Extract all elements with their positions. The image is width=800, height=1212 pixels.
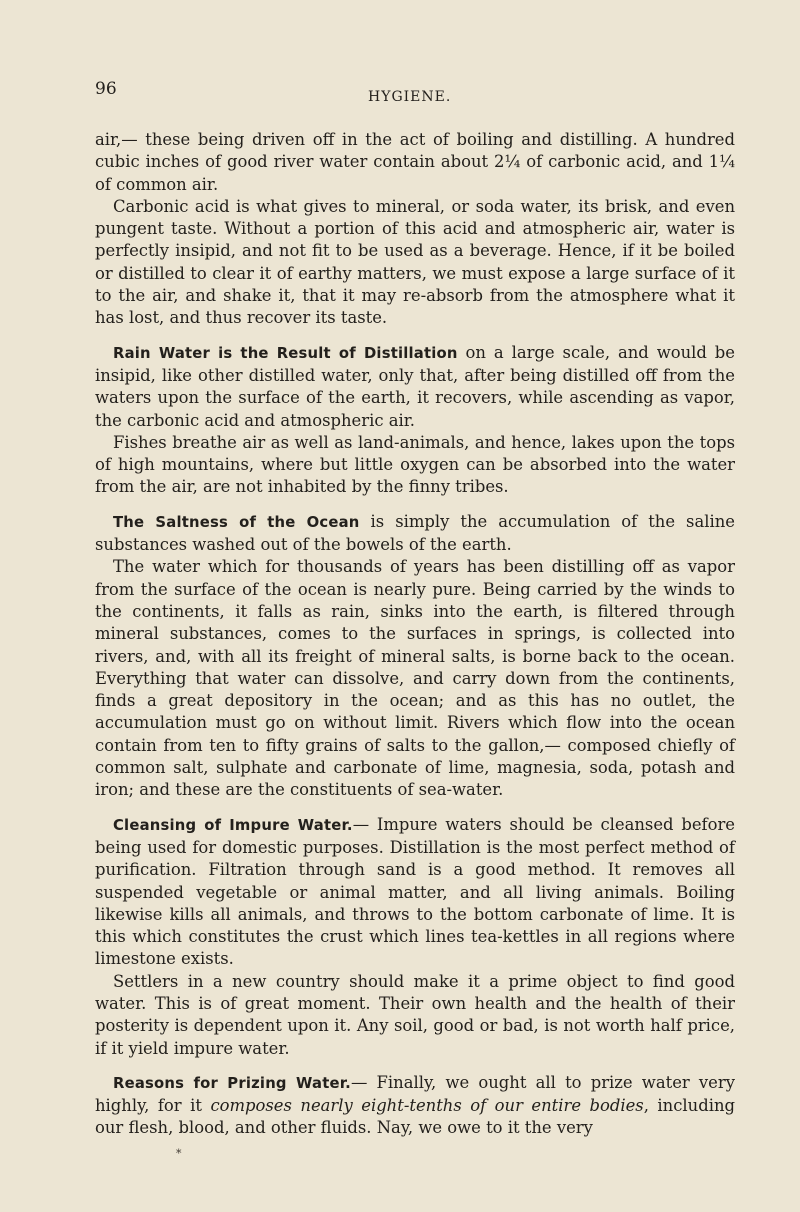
section-text-prizing-water-italic: composes nearly eight-tenths of our entire bodies <box>210 1096 644 1116</box>
paragraph-fishes: Fishes breathe air as well as land-animals, and hence, lakes upon the tops of high mountains, where but little oxygen can be absorbed into the water from the air, are not inhabited by the finny tribes. <box>95 432 735 497</box>
page-body <box>95 129 735 1140</box>
section-heading-prizing-water: Reasons for Prizing Water. <box>113 1074 351 1092</box>
section-saltness-ocean <box>95 511 735 557</box>
section-heading-cleansing-water: Cleansing of Impure Water. <box>113 816 353 834</box>
section-text-prizing-water-b: , including our flesh, blood, and other fluids. Nay, we owe to it the very <box>95 1096 735 1138</box>
section-text-saltness-ocean: is simply the accumulation of the saline substances washed out of the bowels of the earth. <box>95 511 735 555</box>
section-prizing-water <box>95 1072 735 1140</box>
section-text-rain-water: on a large scale, and would be insipid, like other distilled water, only that, after being distilled off from the waters upon the surface of the earth, it recovers, while ascending as vapor, the carbonic acid and atmospheric air. <box>95 342 735 430</box>
section-heading-rain-water: Rain Water is the Result of Distillation <box>113 344 458 362</box>
section-rain-water <box>95 342 735 432</box>
paragraph-continuation: air,— these being driven off in the act of boiling and distilling. A hundred cubic inches of good river water contain about 2¼ of carbonic acid, and 1¼ of common air. <box>95 130 735 194</box>
running-title: HYGIENE. <box>368 89 452 105</box>
section-heading-saltness-ocean: The Saltness of the Ocean <box>113 513 360 531</box>
paragraph-carbonic-acid: Carbonic acid is what gives to mineral, or soda water, its brisk, and even pungent taste. Without a portion of this acid and atmospheric air, water is perfectly insipid, and not fit to be used as a beverage. Hence, if it be boiled or distilled to clear it of earthy matters, we must expose a large surface of it to the air, and shake it, that it may re-absorb from the atmosphere what it has lost, and thus recover its taste. <box>95 196 735 328</box>
paragraph-settlers: Settlers in a new country should make it a prime object to find good water. This is of great moment. Their own health and the health of their posterity is dependent upon it. Any soil, good or bad, is not worth half price, if it yield impure water. <box>95 971 735 1058</box>
paragraph-ocean-water: The water which for thousands of years has been distilling off as vapor from the surface of the ocean is nearly pure. Being carried by the winds to the continents, it falls as rain, sinks into the earth, is filtered through mineral substances, comes to the surfaces in springs, is collected into rivers, and, with all its freight of mineral salts, is borne back to the ocean. Everything that water can dissolve, and carry down from the continents, finds a great depository in the ocean; and as this has no outlet, the accumulation must go on without limit. Rivers which flow into the ocean contain from ten to fifty grains of salts to the gallon,— composed chiefly of common salt, sulphate and carbonate of lime, magnesia, soda, potash and iron; and these are the constituents of sea-water. <box>95 557 735 800</box>
section-cleansing-water <box>95 814 735 971</box>
page-number: 96 <box>95 79 117 99</box>
section-text-cleansing-water: — Impure waters should be cleansed before being used for domestic purposes. Distillation is the most perfect method of purification. Filtration through sand is a good method. It removes all suspended vegetable or animal matter, and all living animals. Boiling likewise kills all animals, and throws to the bottom carbonate of lime. It is this which constitutes the crust which lines tea-kettles in all regions where limestone exists. <box>95 814 736 969</box>
signature-mark: * <box>176 1147 182 1160</box>
section-text-prizing-water-a: — Finally, we ought all to prize water very highly, for it <box>95 1072 735 1116</box>
